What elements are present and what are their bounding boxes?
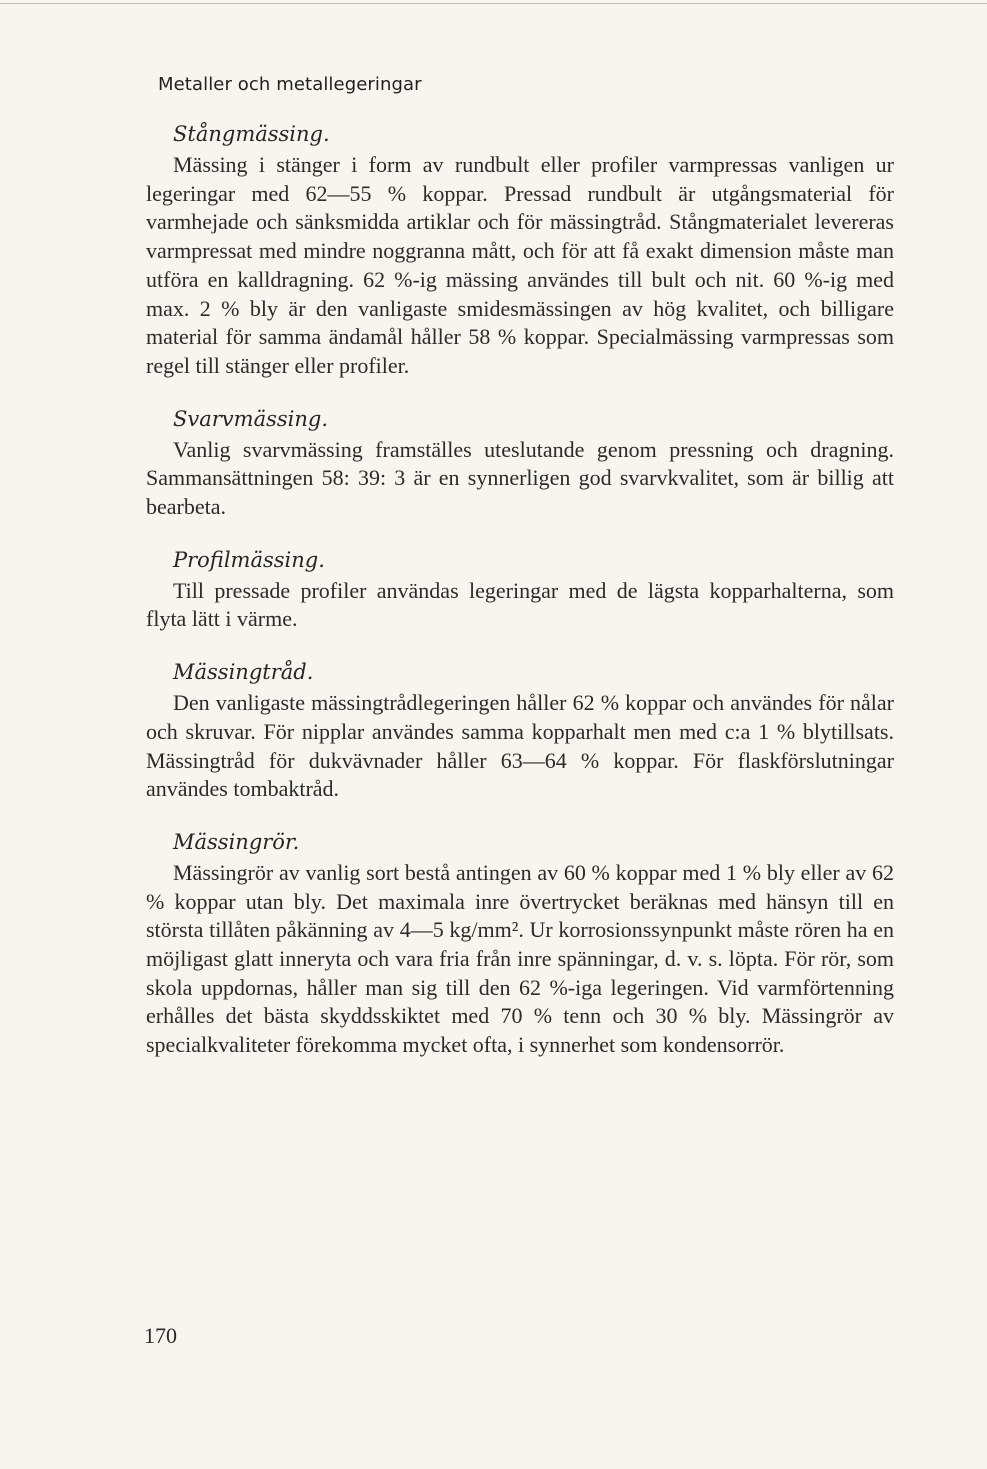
- section-paragraph: Mässingrör av vanlig sort bestå antingen av 60 % koppar med 1 % bly eller av 62 % koppar utan bly. Det maximala inre övertrycket beräknas med hänsyn till en största tillåten påkänning av 4—5 kg/mm². Ur korrosionssynpunkt måste rören ha en möjligast glatt inneryta och vara fria från inre spänningar, d. v. s. löpta. För rör, som skola uppdornas, håller man sig till den 62 %-iga legeringen. Vid varmförtenning erhålles det bästa skyddsskiktet med 70 % tenn och 30 % bly. Mässingrör av specialkvaliteter förekomma mycket ofta, i synnerhet som kondensorrör.: [146, 859, 894, 1058]
- section-paragraph: Mässing i stänger i form av rundbult eller profiler varmpressas vanligen ur legeringar med 62—55 % koppar. Pressad rundbult är utgångsmaterial för varmhejade och sänksmidda artiklar och för mässingtråd. Stångmaterialet levereras varmpressat med mindre noggranna mått, och för att få exakt dimension måste man utföra en kalldragning. 62 %-ig mässing användes till bult och nit. 60 %-ig med max. 2 % bly är den vanligaste smidesmässingen av hög kvalitet, och billigare material för samma ändamål håller 58 % koppar. Specialmässing varmpressas som regel till stänger eller profiler.: [146, 152, 894, 378]
- page-number: 170: [144, 1323, 177, 1348]
- section-paragraph: Den vanligaste mässingtrådlegeringen håller 62 % koppar och användes för nålar och skruvar. För nipplar användes samma kopparhalt men med c:a 1 % blytillsats. Mässingtråd för dukvävnader håller 63—64 % koppar. För flaskförslutningar användes tombaktråd.: [146, 690, 894, 802]
- running-head: Metaller och metallegeringar: [158, 74, 422, 95]
- section-massingtrad: [146, 658, 894, 804]
- section-heading: Mässingrör.: [173, 829, 300, 854]
- section-heading: Mässingtråd.: [173, 660, 314, 685]
- section-heading: Svarvmässing.: [173, 406, 329, 431]
- section-heading: Stångmässing.: [173, 122, 330, 146]
- page-content: [146, 120, 894, 1084]
- section-stangmassing: [146, 120, 894, 381]
- section-massingror: [146, 828, 894, 1060]
- section-heading: Profilmässing.: [173, 547, 325, 572]
- scan-top-edge: [0, 3, 987, 4]
- section-paragraph: Till pressade profiler användas legeringar med de lägsta kopparhalterna, som flyta lätt i värme.: [146, 577, 894, 632]
- section-svarvmassing: [146, 405, 894, 522]
- section-profilmassing: [146, 546, 894, 634]
- section-paragraph: Vanlig svarvmässing framställes uteslutande genom pressning och dragning. Sammansättningen 58: 39: 3 är en synnerligen god svarvkvalitet, som är billig att bearbeta.: [146, 436, 894, 520]
